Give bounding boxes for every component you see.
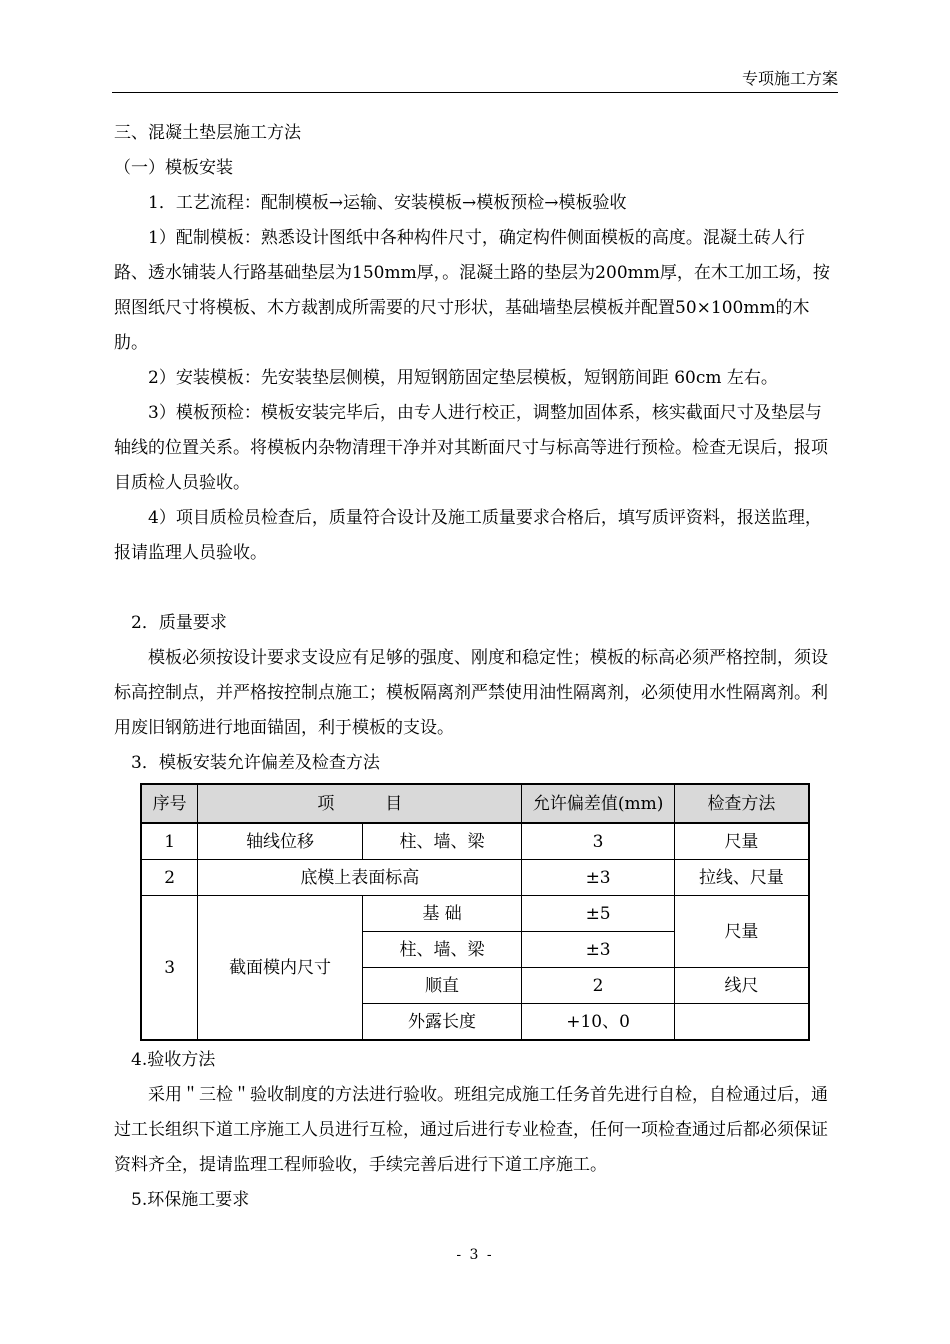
page-number: - 3 - — [456, 1247, 494, 1263]
cell-tolerance: 2 — [522, 968, 675, 1004]
cell-method: 尺量 — [674, 896, 809, 968]
environment-title: 5.环保施工要求 — [131, 1190, 250, 1210]
tolerance-table — [140, 783, 810, 1041]
cell-no: 1 — [141, 823, 198, 860]
blank-line — [114, 571, 838, 606]
step3-paragraph: 3）模板预检：模板安装完毕后，由专人进行校正，调整加固体系，核实截面尺寸及垫层与轴线的位置关系。将模板内杂物清理干净并对其断面尺寸与标高等进行预检。检查无误后，报项目质检人员验收。 — [114, 403, 828, 493]
cell-tolerance: ±3 — [522, 860, 675, 896]
quality-paragraph: 模板必须按设计要求支设应有足够的强度、刚度和稳定性；模板的标高必须严格控制，须设标高控制点，并严格按控制点施工；模板隔离剂严禁使用油性隔离剂，必须使用水性隔离剂。利用废旧钢筋进行地面锚固，利于模板的支设。 — [114, 648, 828, 738]
cell-subitem: 柱、墙、梁 — [362, 932, 522, 968]
step2-paragraph: 2）安装模板：先安装垫层侧模，用短钢筋固定垫层模板，短钢筋间距 60cm 左右。 — [148, 368, 778, 388]
section-heading: 三、混凝土垫层施工方法 — [114, 123, 301, 143]
cell-tolerance: ±5 — [522, 896, 675, 932]
header-tolerance: 允许偏差值(mm) — [522, 784, 675, 823]
cell-subitem: 基 础 — [362, 896, 522, 932]
step1-paragraph: 1）配制模板：熟悉设计图纸中各种构件尺寸，确定构件侧面模板的高度。混凝土砖人行路、透水铺装人行路基础垫层为150mm厚，。混凝土路的垫层为200mm厚，在木工加工场，按照图纸尺寸将模板、木方裁割成所需要的尺寸形状，基础墙垫层模板并配置50×100mm的木肋。 — [114, 228, 830, 353]
cell-no: 2 — [141, 860, 198, 896]
table-row — [141, 823, 809, 860]
header-rule — [112, 92, 838, 93]
cell-method: 尺量 — [674, 823, 809, 860]
cell-item: 轴线位移 — [198, 823, 362, 860]
subsection-heading: （一）模板安装 — [114, 158, 233, 178]
cell-subitem: 顺直 — [362, 968, 522, 1004]
cell-subitem: 外露长度 — [362, 1004, 522, 1041]
document-body — [114, 116, 838, 1218]
cell-method — [674, 1004, 809, 1041]
cell-method: 线尺 — [674, 968, 809, 1004]
cell-item: 截面模内尺寸 — [198, 896, 362, 1041]
header-item: 项 目 — [198, 784, 522, 823]
table-row — [141, 896, 809, 932]
cell-tolerance: +10、0 — [522, 1004, 675, 1041]
page-header-title: 专项施工方案 — [741, 69, 838, 88]
cell-tolerance: ±3 — [522, 932, 675, 968]
table-header-row — [141, 784, 809, 823]
quality-title: 2．质量要求 — [131, 613, 227, 633]
step4-paragraph: 4）项目质检员检查后，质量符合设计及施工质量要求合格后，填写质评资料，报送监理，报请监理人员验收。 — [114, 508, 822, 563]
acceptance-title: 4.验收方法 — [131, 1050, 216, 1070]
cell-subitem: 柱、墙、梁 — [362, 823, 522, 860]
table-row — [141, 860, 809, 896]
process-flow-paragraph: 1．工艺流程：配制模板→运输、安装模板→模板预检→模板验收 — [148, 193, 627, 213]
cell-method: 拉线、尺量 — [674, 860, 809, 896]
header-method: 检查方法 — [674, 784, 809, 823]
cell-item: 底模上表面标高 — [198, 860, 522, 896]
header-no: 序号 — [141, 784, 198, 823]
acceptance-paragraph: 采用＂三检＂验收制度的方法进行验收。班组完成施工任务首先进行自检，自检通过后，通过工长组织下道工序施工人员进行互检，通过后进行专业检查，任何一项检查通过后都必须保证资料齐全，提请监理工程师验收，手续完善后进行下道工序施工。 — [114, 1085, 828, 1175]
cell-tolerance: 3 — [522, 823, 675, 860]
cell-no: 3 — [141, 896, 198, 1041]
tolerance-table-title: 3．模板安装允许偏差及检查方法 — [131, 753, 380, 773]
